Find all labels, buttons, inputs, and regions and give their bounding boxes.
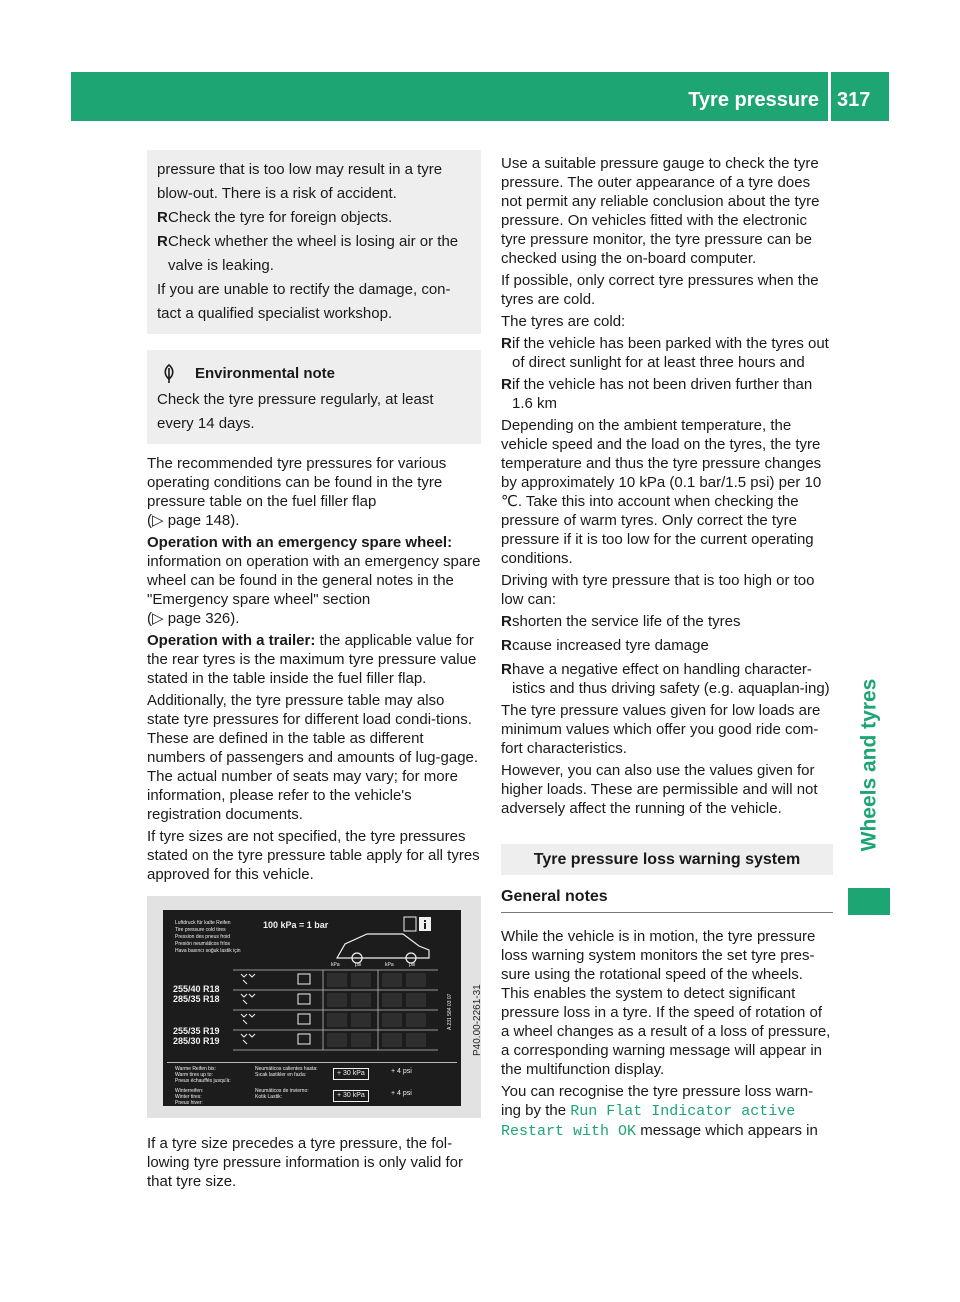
paragraph: The tyres are cold: bbox=[501, 313, 626, 330]
left-column: pressure that is too low may result in a tyre blow-out. There is a risk of accident. R Check the tyre for foreign objects. R Check whether the wheel is losing air or the valve is leaking. If you are unable to rectify the damage, con-tact a qualified specialist workshop. Environmental note Check the tyre pressure regularly, at least every 14 days. The recommended tyre pressures for various operating conditions can be found in the tyre pressure table on the fuel filler flap (▷ page 148). Operation with an emergency spare wheel: information on operation with an emergency spare wheel can be found in the general notes in the "Emergency spare wheel" section (▷ page 326). Operation with a trailer: the applicable value for the rear tyres is the maximum tyre pressure value stated in the table inside the fuel filler flap. Additionally, the tyre pressure table may also state tyre pressures for different load condi-tions. These are defined in the table as different numbers of passengers and amounts of lug-gage. The actual number of seats may vary; for more information, please refer to the vehicle's registration documents. If tyre sizes are not specified, the tyre pressures stated on the tyre pressure table apply for all tyres approved for this vehicle. Luftdruck für kalte Reifen Tire pressure cold tires Pression des pneus froid Presión neumáticos fríos Hava basıncı soğuk lastik için 100 kPa = 1 bar kPa psi kPa psi 255/40 R18 285/35 R18 255/35 R19 285/30 R19 Warme Reifen bis: Warm tires up to: Pneus échauffés jusqu'à: Neumáticos calientes hasta: Sıcak lastikler en fazla: Winterreifen: Winter tires: Pneus hiver: Neumáticos de invierno: Kotik Lastik: + 30 kPa + 4 psi + 30 kPa + 4 psi A 231 584 03 07 P40.00-2261-31 If a tyre size precedes a tyre pressure, the fol-lowing tyre pressure information is only valid for that tyre size. bbox=[147, 150, 481, 1194]
side-tab-marker bbox=[848, 888, 890, 915]
spare-wheel-label: Operation with an emergency spare wheel: bbox=[147, 534, 453, 551]
header-separator bbox=[828, 72, 831, 121]
display-message-line-2: Restart with OK bbox=[501, 1123, 637, 1140]
environmental-note-text: Check the tyre pressure regularly, at least every 14 days. bbox=[157, 391, 434, 432]
environmental-leaf-icon bbox=[159, 364, 179, 384]
warning-outro: If you are unable to rectify the damage, con-tact a qualified specialist workshop. bbox=[157, 281, 451, 322]
paragraph: Use a suitable pressure gauge to check the tyre pressure. The outer appearance of a tyre does not permit any reliable conclusion about the tyre pressure. On vehicles fitted with the electronic tyre pressure monitor, the tyre pressure can be checked using the on-board computer. bbox=[501, 155, 820, 267]
list-item: R shorten the service life of the tyres bbox=[501, 613, 741, 630]
section-title: Tyre pressure loss warning system bbox=[501, 844, 833, 875]
tyre-pressure-table-figure bbox=[147, 896, 481, 1118]
unit-banner: 100 kPa = 1 bar bbox=[263, 920, 329, 930]
warning-box bbox=[147, 150, 481, 334]
page-reference[interactable]: page 326). bbox=[167, 610, 240, 627]
book-info-icon bbox=[403, 916, 433, 932]
figure-code: P40.00-2261-31 bbox=[472, 984, 483, 1056]
paragraph: The tyre pressure values given for low loads are minimum values which offer you good ride com-fort characteristics. bbox=[501, 702, 821, 757]
trailer-label: Operation with a trailer: bbox=[147, 632, 316, 649]
figure-caption: If a tyre size precedes a tyre pressure, the fol-lowing tyre pressure information is only valid for that tyre size. bbox=[147, 1135, 463, 1190]
warning-intro: pressure that is too low may result in a tyre blow-out. There is a risk of accident. bbox=[157, 161, 443, 202]
plate-side-code: A 231 584 03 07 bbox=[447, 993, 453, 1030]
paragraph: If tyre sizes are not specified, the tyre pressures stated on the tyre pressure table apply for all tyres approved for this vehicle. bbox=[147, 828, 480, 883]
list-item: R if the vehicle has been parked with the tyres out of direct sunlight for at least three hours and bbox=[501, 335, 829, 371]
list-item: R cause increased tyre damage bbox=[501, 637, 709, 654]
paragraph: If possible, only correct tyre pressures when the tyres are cold. bbox=[501, 272, 819, 308]
list-item: R have a negative effect on handling character-istics and thus driving safety (e.g. aquaplan-ing) bbox=[501, 661, 830, 697]
tyre-pressure-plate: Luftdruck für kalte Reifen Tire pressure cold tires Pression des pneus froid Presión neumáticos fríos Hava basıncı soğuk lastik için 100 kPa = 1 bar kPa psi kPa psi 255/40 R18 285/35 R18 255/35 R19 285/30 R19 Warme Reifen bis: Warm tires up to: Pneus échauffés jusqu'à: Neumáticos calientes hasta: Sıcak lastikler en fazla: Winterreifen: Winter tires: Pneus hiver: Neumáticos de invierno: Kotik Lastik: + 30 kPa + 4 psi + 30 kPa + 4 psi A 231 584 03 07 bbox=[163, 910, 461, 1106]
side-tab-label: Wheels and tyres bbox=[857, 678, 881, 852]
header-title: Tyre pressure bbox=[688, 89, 819, 111]
header-bar bbox=[71, 72, 889, 121]
right-column: Use a suitable pressure gauge to check the tyre pressure. The outer appearance of a tyre does not permit any reliable conclusion about the tyre pressure. On vehicles fitted with the electronic tyre pressure monitor, the tyre pressure can be checked using the on-board computer. If possible, only correct tyre pressures when the tyres are cold. The tyres are cold: R if the vehicle has been parked with the tyres out of direct sunlight for at least three hours and R if the vehicle has not been driven further than 1.6 km Depending on the ambient temperature, the vehicle speed and the load on the tyres, the tyre temperature and thus the tyre pressure changes by approximately 10 kPa (0.1 bar/1.5 psi) per 10 ℃. Take this into account when checking the pressure of warm tyres. Only correct the tyre pressure if it is too low for the current operating conditions. Driving with tyre pressure that is too high or too low can: R shorten the service life of the tyres R cause increased tyre damage R have a negative effect on handling character-istics and thus driving safety (e.g. aquaplan-ing) The tyre pressure values given for low loads are minimum values which offer you good ride com-fort characteristics. However, you can also use the values given for higher loads. These are permissible and will not adversely affect the running of the vehicle. Tyre pressure loss warning system General notes While the vehicle is in motion, the tyre pressure loss warning system monitors the set tyre pres-sure using the rotational speed of the wheels. This enables the system to detect significant pressure loss in a tyre. If the speed of rotation of a wheel changes as a result of a loss of pressure, a corresponding warning message will appear in the multifunction display. You can recognise the tyre pressure loss warn-ing by the Run Flat Indicator active Restart with OK message which appears in bbox=[501, 154, 833, 1144]
tyre-size-group-2: 255/35 R19 285/30 R19 bbox=[173, 1026, 220, 1046]
subsection-title: General notes bbox=[501, 875, 833, 913]
paragraph: However, you can also use the values given for higher loads. These are permissible and will not adversely affect the running of the vehicle. bbox=[501, 762, 818, 817]
environmental-note-title: Environmental note bbox=[195, 365, 336, 382]
display-message-line-1: Run Flat Indicator active bbox=[570, 1103, 796, 1120]
paragraph: The recommended tyre pressures for various operating conditions can be found in the tyre pressure table on the fuel filler flap bbox=[147, 455, 447, 510]
paragraph: Depending on the ambient temperature, the vehicle speed and the load on the tyres, the tyre temperature and thus the tyre pressure changes by approximately 10 kPa (0.1 bar/1.5 psi) per 10 ℃. Take this into account when checking the pressure of warm tyres. Only correct the tyre pressure if it is too low for the current operating conditions. bbox=[501, 417, 822, 567]
tyre-size-group-1: 255/40 R18 285/35 R18 bbox=[173, 984, 220, 1004]
side-tab bbox=[848, 650, 890, 880]
list-item: R Check whether the wheel is losing air or the valve is leaking. bbox=[157, 233, 459, 274]
environmental-note bbox=[147, 350, 481, 444]
paragraph: Additionally, the tyre pressure table may also state tyre pressures for different load condi-tions. These are defined in the table as different numbers of passengers and amounts of lug-gage. The actual number of seats may vary; for more information, please refer to the vehicle's registration documents. bbox=[147, 692, 479, 823]
list-item: R Check the tyre for foreign objects. bbox=[157, 209, 393, 226]
list-item: R if the vehicle has not been driven further than 1.6 km bbox=[501, 376, 813, 412]
paragraph: Driving with tyre pressure that is too high or too low can: bbox=[501, 572, 815, 608]
paragraph: While the vehicle is in motion, the tyre pressure loss warning system monitors the set tyre pres-sure using the rotational speed of the wheels. This enables the system to detect significant pressure loss in a tyre. If the speed of rotation of a wheel changes as a result of a loss of pressure, a corresponding warning message will appear in the multifunction display. bbox=[501, 928, 831, 1078]
page-reference[interactable]: page 148). bbox=[167, 512, 240, 529]
page-number: 317 bbox=[837, 89, 871, 111]
